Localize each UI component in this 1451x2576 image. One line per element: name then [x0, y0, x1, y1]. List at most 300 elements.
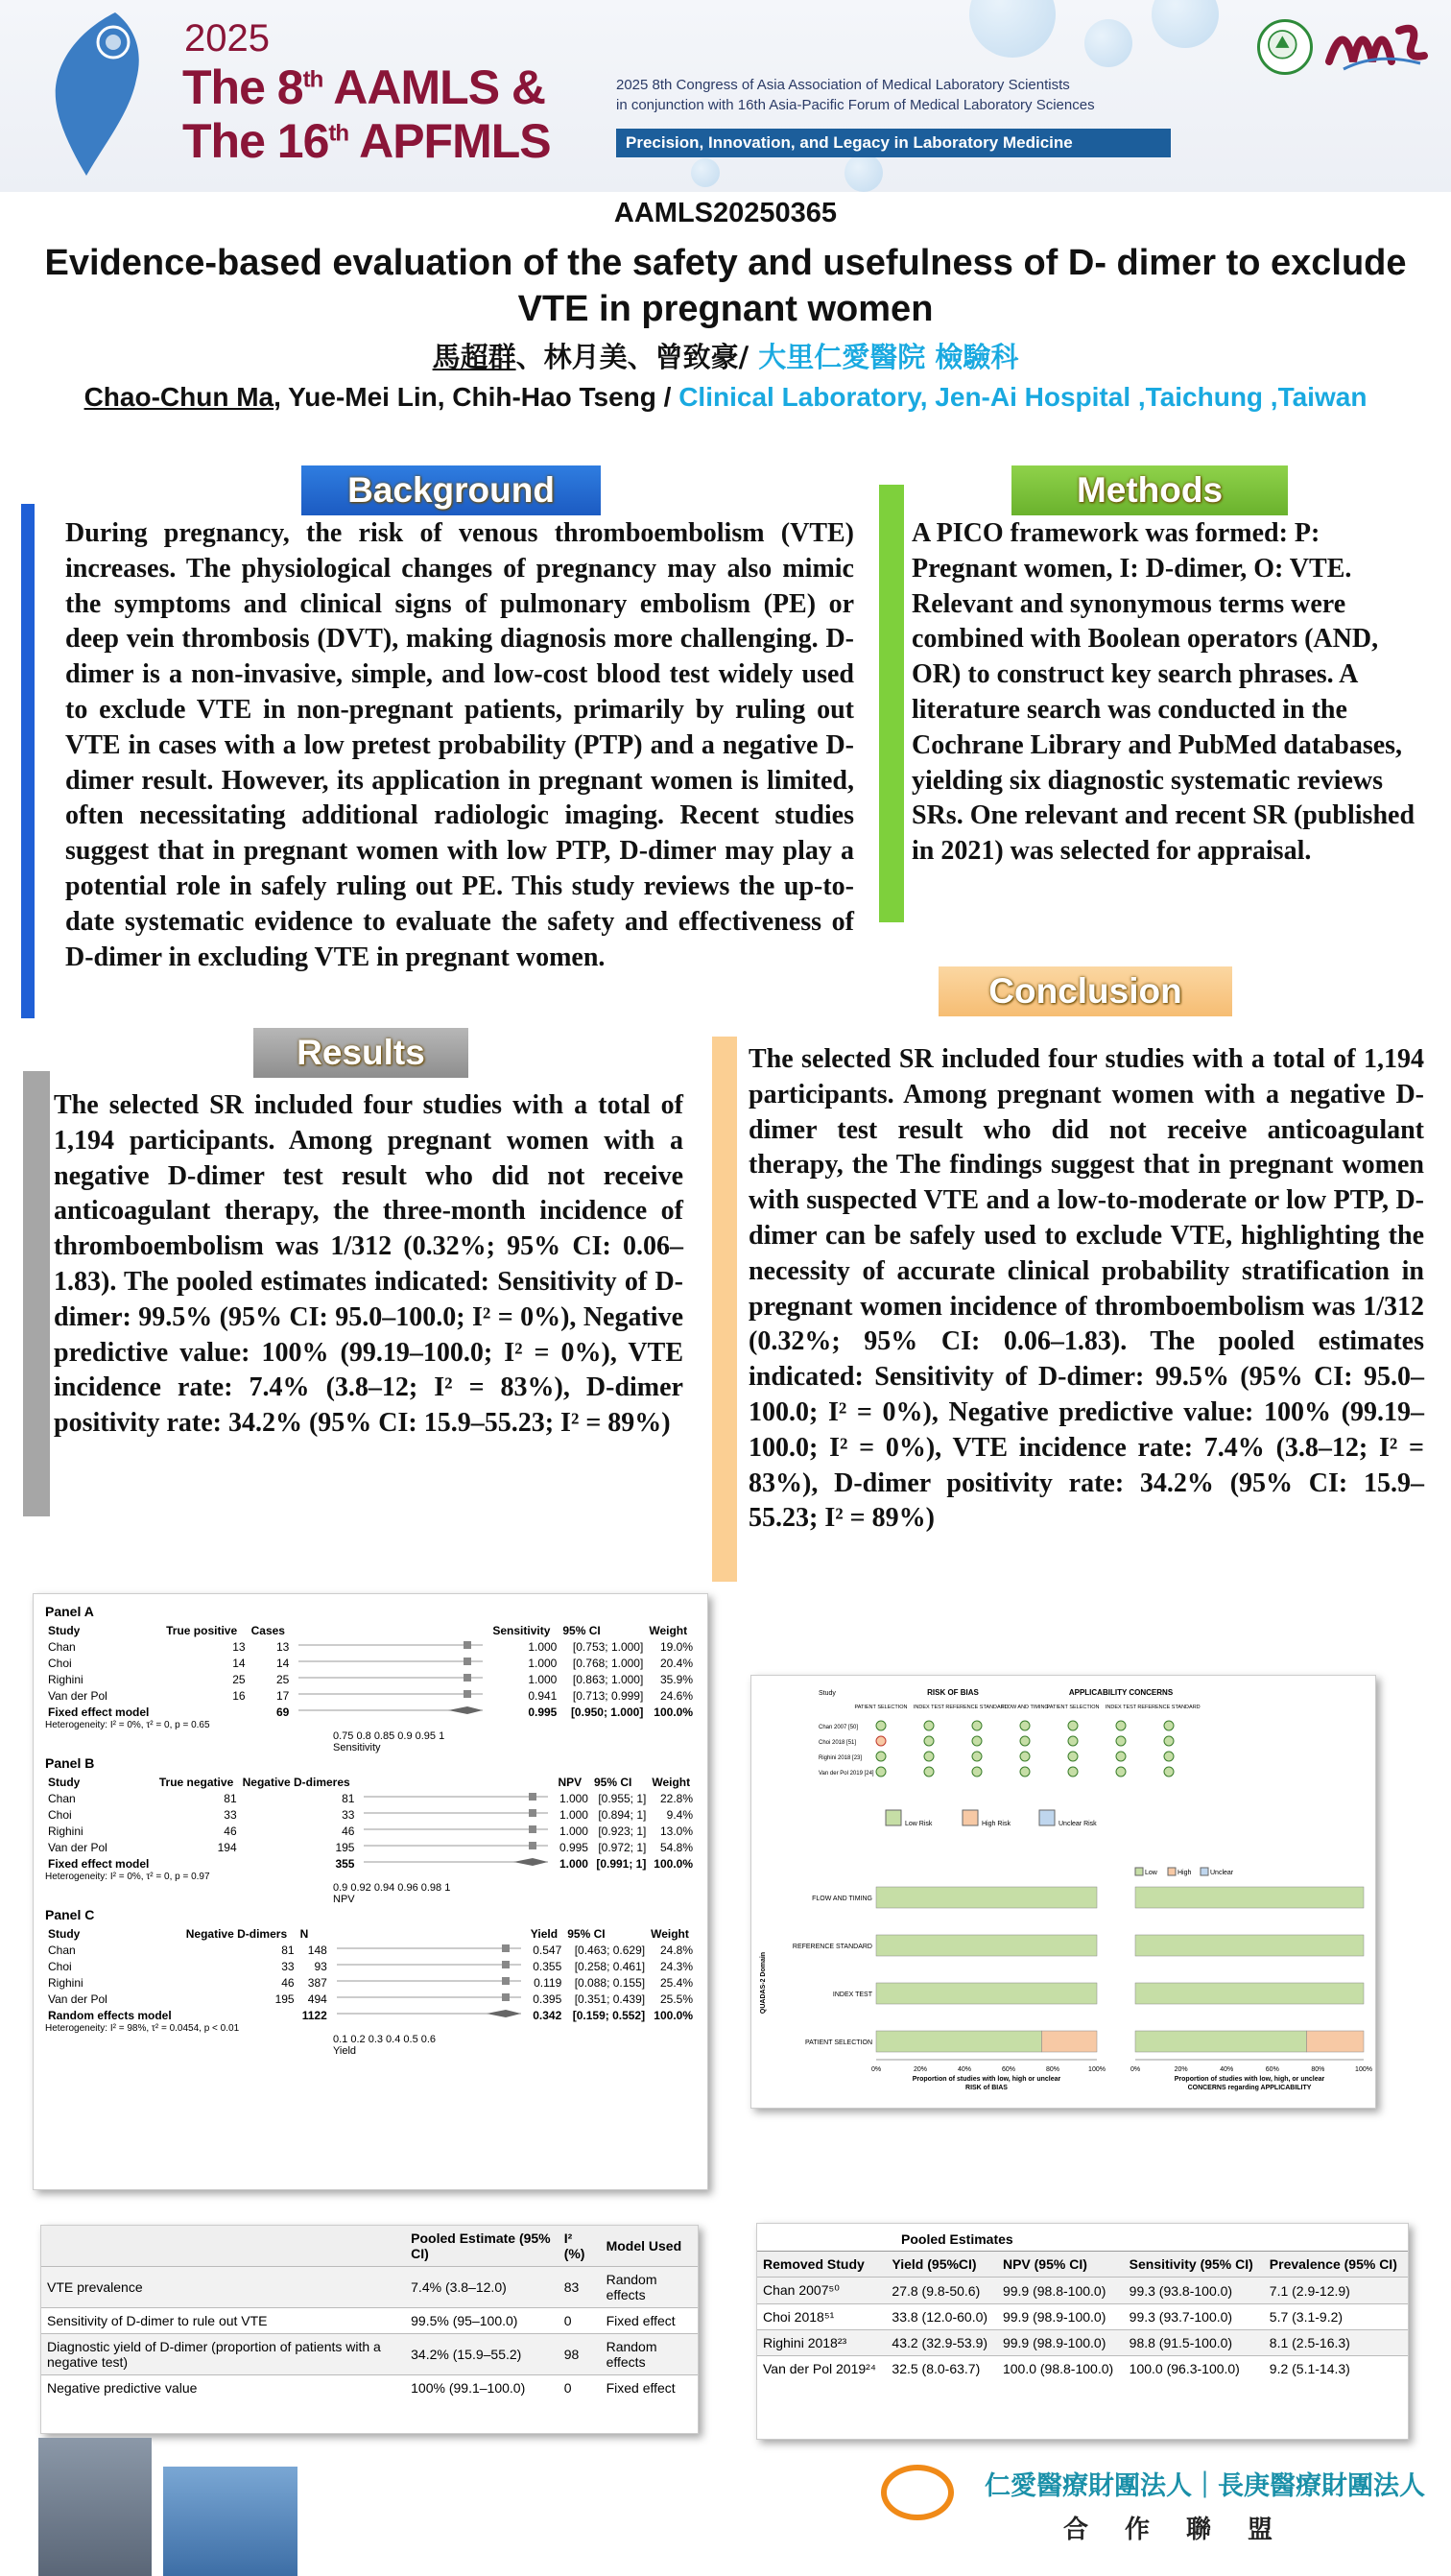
forest-cell: [0.991; 1] — [596, 1856, 647, 1871]
forest-cell: 46 — [224, 1824, 237, 1838]
table-cell: 98 — [559, 2334, 601, 2375]
legend-swatch — [963, 1810, 978, 1825]
forest-cell: 0.355 — [533, 1959, 562, 1973]
table-cell: Van der Pol 2019²⁴ — [757, 2356, 886, 2382]
forest-cell: 13 — [232, 1639, 246, 1654]
domain-label: INDEX TEST — [832, 1992, 872, 1998]
y-axis-title: QUADAS-2 Domain — [760, 1951, 767, 2015]
risk-mark-low — [1068, 1752, 1078, 1761]
forest-study-row — [45, 1974, 696, 1991]
legend-label: Low Risk — [905, 1821, 933, 1827]
x-axis-title: Proportion of studies with low, high, or unclear — [1174, 2076, 1325, 2083]
forest-plot-cell — [292, 1671, 489, 1687]
forest-plot-row-svg — [295, 1656, 487, 1667]
table-cell: 98.8 (91.5-100.0) — [1124, 2330, 1264, 2356]
forest-cell: 0.941 — [528, 1688, 558, 1703]
forest-study-row — [45, 1991, 696, 2007]
table-row — [41, 2308, 698, 2334]
forest-table — [45, 1926, 696, 2023]
forest-cell: 35.9% — [659, 1672, 693, 1686]
table-cell: 5.7 (3.1-9.2) — [1264, 2304, 1408, 2330]
forest-cell: 1.000 — [528, 1656, 558, 1670]
forest-plot-row-svg — [360, 1824, 552, 1835]
forest-header-cell: Yield — [530, 1927, 559, 1941]
forest-plot-cell — [357, 1855, 555, 1872]
forest-cell — [163, 1704, 248, 1720]
risk-mark-low — [1020, 1721, 1030, 1730]
forest-plot-cell — [330, 2007, 528, 2023]
forest-heterogeneity: Heterogeneity: I² = 0%, τ² = 0, p = 0.97 — [45, 1872, 210, 1882]
quadas-risk-of-bias-figure — [750, 1675, 1376, 2109]
table-row — [41, 2267, 698, 2308]
forest-plot-row-svg — [360, 1807, 552, 1819]
forest-header-cell: 95% CI — [567, 1927, 606, 1941]
bar-legend-swatch — [1168, 1868, 1176, 1875]
forest-plot-row-svg — [295, 1672, 487, 1683]
forest-cell: 25.4% — [659, 1975, 693, 1990]
forest-study-row — [45, 1942, 696, 1958]
risk-mark-low — [876, 1767, 886, 1777]
forest-cell: 100.0% — [654, 2008, 693, 2022]
forest-axis-ticks: 0.9 0.92 0.94 0.96 0.98 1 — [333, 1882, 451, 1894]
forest-cell: 20.4% — [659, 1656, 693, 1670]
domain-column-header: INDEX TEST — [1105, 1705, 1137, 1710]
forest-plot-cell — [330, 1991, 528, 2007]
forest-cell: 46 — [281, 1975, 295, 1990]
summary-diamond — [448, 1706, 483, 1714]
domain-column-header: PATIENT SELECTION — [1046, 1705, 1100, 1710]
forest-cell: [0.894; 1] — [598, 1807, 647, 1822]
footer-alliance: 合作聯盟 — [1063, 2516, 1310, 2544]
forest-cell: [0.863; 1.000] — [572, 1672, 644, 1686]
forest-plot-row-svg — [333, 2008, 525, 2019]
table-cell: 0 — [559, 2308, 601, 2334]
forest-header-cell: Weight — [652, 1776, 691, 1789]
risk-mark-low — [924, 1767, 934, 1777]
forest-plot-cell — [357, 1839, 555, 1855]
forest-plot-figure — [33, 1593, 708, 2190]
table-cell: Sensitivity of D-dimer to rule out VTE — [41, 2308, 405, 2334]
sensitivity-analysis-table — [756, 2223, 1409, 2440]
forest-cell: 24.8% — [659, 1943, 693, 1957]
forest-axis-ticks: 0.1 0.2 0.3 0.4 0.5 0.6 — [333, 2034, 437, 2045]
table-cell: 99.9 (98.9-100.0) — [997, 2330, 1124, 2356]
legend-swatch — [1039, 1810, 1055, 1825]
forest-cell: [0.768; 1.000] — [572, 1656, 644, 1670]
x-tick-label: 100% — [1088, 2066, 1106, 2073]
table-cell: Choi 2018⁵¹ — [757, 2304, 886, 2330]
results-text: The selected SR included four studies with a total of 1,194 participants. Among pregnant women with a negative D-dimer test result who did not receive anticoagulant therapy, the three-month incidence of thromboembolism was 1/312 (0.32%; 95% CI: 0.06–1.83). The pooled estimates indicated: Sensitivity of D-dimer: 99.5% (95% CI: 95.0–100.0; I² = 0%), Negative predictive value: 100% (99.19–100.0; I² = 0%), VTE incidence rate: 7.4% (3.8–12; I² = 83%), D-dimer positivity rate: 34.2% (95% CI: 15.9–55.23; I² = 89%) — [54, 1090, 683, 1439]
forest-cell: 9.4% — [666, 1807, 693, 1822]
forest-plot-cell — [330, 1974, 528, 1991]
table-cell: 34.2% (15.9–55.2) — [405, 2334, 559, 2375]
bar-low — [1135, 2031, 1307, 2052]
study-square — [529, 1842, 536, 1849]
forest-cell: 81 — [342, 1791, 355, 1805]
legend-label: High Risk — [982, 1821, 1011, 1827]
conclusion-text: The selected SR included four studies with a total of 1,194 participants. Among pregnant women with a negative D-dimer test result who did not receive anticoagulant therapy, the The findings suggest that in pregnant women with suspected VTE and a low-to-moderate or low PTP, D-dimer can be safely used to exclude VTE, highlighting the necessity of accurate clinical probability stratification in pregnant women incidence of thromboembolism was 1/312 (0.32%; 95% CI: 0.06–1.83). The pooled estimates indicated: Sensitivity of D-dimer: 99.5% (95% CI: 95.0–100.0; I² = 0%), Negative predictive value: 100% (99.19–100.0; I² = 0%), VTE incidence rate: 7.4% (3.8–12; I² = 83%), D-dimer positivity rate: 34.2% (95% CI: 15.9–55.23; I² = 89%) — [749, 1044, 1424, 1534]
pooled-estimates-table — [40, 2225, 699, 2434]
risk-mark-low — [924, 1752, 934, 1761]
forest-cell: Van der Pol — [48, 1688, 107, 1703]
table-cell: 27.8 (9.8-50.6) — [886, 2278, 997, 2304]
forest-cell: 1.000 — [528, 1639, 558, 1654]
decorative-bubble — [969, 0, 1056, 58]
forest-cell: [0.923; 1] — [598, 1824, 647, 1838]
bar-legend-swatch — [1135, 1868, 1143, 1875]
forest-header-cell: True positive — [166, 1624, 238, 1637]
applicability-header: APPLICABILITY CONCERNS — [1068, 1688, 1174, 1697]
forest-cell: 0.995 — [528, 1705, 558, 1719]
table-cell: Righini 2018²³ — [757, 2330, 886, 2356]
pooled-table — [41, 2226, 698, 2400]
removed-study-table — [757, 2252, 1408, 2381]
bar-low — [876, 1983, 1097, 2004]
methods-accent-bar — [879, 485, 904, 922]
taiwan-map-icon — [29, 8, 163, 180]
forest-cell: [0.972; 1] — [598, 1840, 647, 1854]
risk-mark-low — [1116, 1767, 1126, 1777]
forest-header-cell: NPV — [558, 1776, 583, 1789]
forest-plot-row-svg — [333, 1992, 525, 2003]
study-square — [464, 1674, 471, 1682]
x-tick-label: 100% — [1355, 2066, 1372, 2073]
authors-english: Chao-Chun Ma, Yue-Mei Lin, Chih-Hao Tseng / Clinical Laboratory, Jen-Ai Hospital ,Taichung ,Taiwan — [83, 382, 1368, 412]
forest-cell: [0.258; 0.461] — [574, 1959, 646, 1973]
forest-cell: Chan — [48, 1791, 76, 1805]
forest-cell: 1.000 — [559, 1824, 588, 1838]
table-header-cell: Yield (95%CI) — [886, 2252, 997, 2278]
table-cell: 100.0 (96.3-100.0) — [1124, 2356, 1264, 2382]
study-row-label: Choi 2018 [51] — [819, 1740, 857, 1746]
forest-header-cell: Sensitivity — [492, 1624, 551, 1637]
table-row — [757, 2304, 1408, 2330]
forest-cell: 148 — [307, 1943, 327, 1957]
risk-mark-low — [1116, 1752, 1126, 1761]
study-square — [502, 1944, 510, 1952]
table-cell: 100% (99.1–100.0) — [405, 2375, 559, 2401]
forest-cell: 33 — [224, 1807, 237, 1822]
bar-legend-swatch — [1201, 1868, 1208, 1875]
forest-study-row — [45, 1687, 696, 1704]
table-header-cell: Removed Study — [757, 2252, 886, 2278]
forest-cell: 387 — [307, 1975, 327, 1990]
pooled-estimates-group-header: Pooled Estimates — [757, 2224, 1408, 2252]
study-square — [529, 1793, 536, 1801]
risk-mark-low — [1116, 1721, 1126, 1730]
forest-header-cell: Negative D-dimeres — [242, 1776, 350, 1789]
forest-plot-row-svg — [333, 1959, 525, 1970]
table-cell: 83 — [559, 2267, 601, 2308]
forest-cell: [0.713; 0.999] — [572, 1688, 644, 1703]
forest-axis-label: Sensitivity — [333, 1742, 381, 1753]
forest-cell: Van der Pol — [48, 1992, 107, 2006]
table-cell: 7.1 (2.9-12.9) — [1264, 2278, 1408, 2304]
forest-cell: [0.950; 1.000] — [570, 1705, 644, 1719]
forest-study-row — [45, 1655, 696, 1671]
forest-cell: 13.0% — [659, 1824, 693, 1838]
decorative-bubble — [691, 158, 720, 187]
forest-cell: 81 — [224, 1791, 237, 1805]
forest-cell: Random effects model — [48, 2008, 172, 2022]
forest-study-row — [45, 1790, 696, 1806]
risk-mark-low — [1068, 1736, 1078, 1746]
forest-header-cell: True negative — [158, 1776, 234, 1789]
table-cell: 99.9 (98.8-100.0) — [997, 2278, 1124, 2304]
results-heading: Results — [253, 1028, 468, 1078]
table-header-row — [757, 2252, 1408, 2278]
risk-mark-low — [1068, 1767, 1078, 1777]
forest-plot-cell — [357, 1790, 555, 1806]
table-row — [757, 2278, 1408, 2304]
forest-cell: [0.351; 0.439] — [574, 1992, 646, 2006]
forest-plot-cell — [357, 1823, 555, 1839]
risk-mark-low — [924, 1721, 934, 1730]
study-column-header: Study — [819, 1690, 836, 1697]
forest-study-row — [45, 1958, 696, 1974]
forest-cell: 195 — [274, 1992, 295, 2006]
forest-cell: [0.955; 1] — [598, 1791, 647, 1805]
x-tick-label: 0% — [870, 2066, 882, 2073]
banner-line-2: The 16th APFMLS — [182, 114, 551, 168]
table-header-row — [41, 2226, 698, 2267]
table-cell: Diagnostic yield of D-dimer (proportion of patients with a negative test) — [41, 2334, 405, 2375]
forest-cell: 81 — [281, 1943, 295, 1957]
methods-heading: Methods — [1011, 465, 1288, 515]
quadas-chart — [751, 1676, 1376, 2109]
forest-cell: Chan — [48, 1639, 76, 1654]
forest-cell: Fixed effect model — [48, 1856, 150, 1871]
forest-cell: 19.0% — [659, 1639, 693, 1654]
forest-panel-title: Panel C — [45, 1907, 95, 1922]
decorative-bubble — [1084, 19, 1132, 67]
study-square — [529, 1809, 536, 1817]
forest-plot-row-svg — [333, 1975, 525, 1987]
forest-plot-cell — [330, 1958, 528, 1974]
hospital-building-photo — [38, 2438, 152, 2576]
forest-cell: Chan — [48, 1943, 76, 1957]
forest-cell: Righini — [48, 1672, 83, 1686]
forest-cell: 0.119 — [534, 1975, 562, 1990]
x-tick-label: 20% — [913, 2066, 928, 2073]
forest-cell: [0.753; 1.000] — [572, 1639, 644, 1654]
domain-column-header: INDEX TEST — [913, 1705, 945, 1710]
risk-mark-low — [972, 1767, 982, 1777]
risk-of-bias-header: RISK OF BIAS — [927, 1688, 979, 1697]
table-cell: 9.2 (5.1-14.3) — [1264, 2356, 1408, 2382]
study-row-label: Chan 2007 [50] — [819, 1725, 859, 1730]
forest-plot-row-svg — [295, 1688, 487, 1700]
domain-label: FLOW AND TIMING — [812, 1896, 872, 1902]
domain-label: PATIENT SELECTION — [804, 2039, 872, 2046]
study-square — [464, 1690, 471, 1698]
footer-organizations: 仁愛醫療財團法人｜長庚醫療財團法人 — [985, 2471, 1425, 2501]
background-heading: Background — [301, 465, 601, 515]
forest-axis-label: NPV — [333, 1894, 355, 1905]
forest-cell: 54.8% — [659, 1840, 693, 1854]
forest-cell: [0.463; 0.629] — [574, 1943, 646, 1957]
risk-mark-low — [876, 1752, 886, 1761]
forest-cell: 195 — [335, 1840, 355, 1854]
forest-study-row — [45, 1638, 696, 1655]
forest-cell: Righini — [48, 1975, 83, 1990]
forest-header-cell: Study — [48, 1776, 81, 1789]
table-cell: 32.5 (8.0-63.7) — [886, 2356, 997, 2382]
decorative-bubble — [1152, 0, 1219, 48]
bar-high — [1307, 2031, 1365, 2052]
forest-heterogeneity: Heterogeneity: I² = 0%, τ² = 0, p = 0.65 — [45, 1720, 210, 1730]
table-cell: Fixed effect — [601, 2308, 698, 2334]
forest-study-row — [45, 1823, 696, 1839]
forest-table — [45, 1775, 696, 1872]
table-row — [757, 2330, 1408, 2356]
study-square — [502, 1961, 510, 1968]
forest-cell: 24.6% — [659, 1688, 693, 1703]
summary-diamond — [513, 1858, 548, 1866]
domain-column-header: REFERENCE STANDARD — [1137, 1705, 1201, 1710]
decorative-bubble — [844, 154, 883, 192]
x-axis-title-2: CONCERNS regarding APPLICABILITY — [1187, 2085, 1312, 2091]
forest-plot-row-svg — [333, 1943, 525, 1954]
banner-subtitle-1: 2025 8th Congress of Asia Association of Medical Laboratory Scientists — [616, 77, 1070, 93]
forest-header-cell: 95% CI — [593, 1776, 632, 1789]
forest-header-cell: 95% CI — [562, 1624, 601, 1637]
table-row — [41, 2334, 698, 2375]
forest-cell: 100.0% — [654, 1856, 693, 1871]
risk-mark-low — [876, 1721, 886, 1730]
x-tick-label: 80% — [1045, 2066, 1060, 2073]
forest-axis-label: Yield — [333, 2045, 357, 2057]
banner-line-1: The 8th AAMLS & — [182, 60, 546, 114]
conclusion-accent-bar — [712, 1037, 737, 1582]
forest-cell: 1.000 — [559, 1856, 588, 1871]
background-accent-bar — [21, 504, 35, 1018]
results-accent-bar — [23, 1071, 50, 1516]
forest-header-cell: Study — [48, 1927, 81, 1941]
authors-chinese: 馬超群、林月美、曾致豪/ 大里仁愛醫院 檢驗科 — [432, 341, 1019, 373]
table-cell: Negative predictive value — [41, 2375, 405, 2401]
forest-cell: 14 — [232, 1656, 246, 1670]
forest-cell: Van der Pol — [48, 1840, 107, 1854]
forest-cell: [0.159; 0.552] — [572, 2008, 646, 2022]
risk-mark-low — [1164, 1752, 1174, 1761]
forest-header-cell: Weight — [651, 1927, 689, 1941]
table-cell: Chan 2007⁵⁰ — [757, 2278, 886, 2304]
forest-plot-cell — [292, 1687, 489, 1704]
x-tick-label: 20% — [1174, 2066, 1188, 2073]
forest-cell: 0.342 — [533, 2008, 562, 2022]
risk-mark-low — [1020, 1767, 1030, 1777]
forest-study-row — [45, 1839, 696, 1855]
forest-model-row — [45, 2007, 696, 2023]
forest-plot-row-svg — [295, 1639, 487, 1651]
domain-column-header: FLOW AND TIMING — [1001, 1705, 1049, 1710]
forest-cell: 33 — [342, 1807, 355, 1822]
risk-mark-low — [1068, 1721, 1078, 1730]
forest-model-row — [45, 1855, 696, 1872]
table-header-cell: Pooled Estimate (95% CI) — [405, 2226, 559, 2267]
forest-plot-row-svg — [360, 1791, 552, 1802]
x-tick-label: 40% — [1220, 2066, 1234, 2073]
forest-cell: 46 — [342, 1824, 355, 1838]
domain-column-header: PATIENT SELECTION — [854, 1705, 908, 1710]
study-square — [529, 1825, 536, 1833]
forest-heterogeneity: Heterogeneity: I² = 98%, τ² = 0.0454, p < 0.01 — [45, 2023, 240, 2034]
summary-diamond — [487, 2010, 521, 2017]
study-row-label: Righini 2018 [23] — [819, 1755, 863, 1761]
risk-mark-low — [1164, 1767, 1174, 1777]
forest-cell: 17 — [275, 1688, 290, 1703]
study-square — [464, 1641, 471, 1649]
table-cell: Random effects — [601, 2334, 698, 2375]
forest-panel-title: Panel A — [45, 1604, 94, 1619]
x-tick-label: 80% — [1311, 2066, 1325, 2073]
risk-mark-high — [876, 1736, 886, 1746]
table-cell: VTE prevalence — [41, 2267, 405, 2308]
forest-plot-row-svg — [360, 1856, 552, 1868]
table-cell: Fixed effect — [601, 2375, 698, 2401]
table-cell: 99.9 (98.9-100.0) — [997, 2304, 1124, 2330]
banner-year: 2025 — [184, 17, 270, 60]
forest-cell: 24.3% — [659, 1959, 693, 1973]
x-tick-label: 60% — [1001, 2066, 1016, 2073]
forest-cell: 33 — [281, 1959, 295, 1973]
bar-legend-label: High — [1177, 1870, 1192, 1876]
legend-swatch — [886, 1810, 901, 1825]
forest-plot-cell — [292, 1655, 489, 1671]
forest-plot-header — [357, 1775, 555, 1790]
forest-cell: 69 — [275, 1705, 290, 1719]
forest-study-row — [45, 1671, 696, 1687]
bar-low — [876, 1887, 1097, 1908]
study-square — [464, 1658, 471, 1665]
forest-plot-cell — [292, 1704, 489, 1720]
table-header-cell — [41, 2226, 405, 2267]
forest-cell: 1.000 — [528, 1672, 558, 1686]
forest-plot-cell — [292, 1638, 489, 1655]
domain-column-header: REFERENCE STANDARD — [945, 1705, 1009, 1710]
methods-text: A PICO framework was formed: P: Pregnant women, I: D-dimer, O: VTE. Relevant and synonymous terms were combined with Boolean operators (AND, OR) to construct key search phrases. A literature search was conducted in the Cochrane Library and PubMed databases, yielding six diagnostic systematic reviews SRs. One relevant and recent SR (published in 2021) was selected for appraisal. — [912, 518, 1415, 867]
table-cell: 99.3 (93.8-100.0) — [1124, 2278, 1264, 2304]
forest-cell: 100.0% — [654, 1705, 693, 1719]
forest-cell: Choi — [48, 1656, 72, 1670]
bar-legend-label: Unclear — [1210, 1870, 1234, 1876]
forest-study-row — [45, 1806, 696, 1823]
table-header-cell: Prevalence (95% CI) — [1264, 2252, 1408, 2278]
forest-plot-cell — [330, 1942, 528, 1958]
table-cell: 43.2 (32.9-53.9) — [886, 2330, 997, 2356]
banner-tagline: Precision, Innovation, and Legacy in Laboratory Medicine — [616, 129, 1171, 157]
bar-low — [1135, 1887, 1364, 1908]
bar-low — [876, 2031, 1042, 2052]
x-axis-title-2: RISK of BIAS — [965, 2085, 1008, 2091]
forest-header-cell: Study — [48, 1624, 81, 1637]
table-row — [757, 2356, 1408, 2382]
forest-plot-cell — [357, 1806, 555, 1823]
risk-mark-low — [972, 1736, 982, 1746]
legend-label: Unclear Risk — [1059, 1821, 1097, 1827]
conclusion-heading: Conclusion — [939, 966, 1232, 1016]
forest-cell: [0.088; 0.155] — [574, 1975, 646, 1990]
forest-plot-header — [292, 1623, 489, 1638]
forest-cell: 194 — [217, 1840, 237, 1854]
risk-mark-low — [1116, 1736, 1126, 1746]
forest-table — [45, 1623, 696, 1720]
study-row-label: Van der Pol 2019 [24] — [819, 1771, 874, 1777]
table-cell: 33.8 (12.0-60.0) — [886, 2304, 997, 2330]
table-cell: 7.4% (3.8–12.0) — [405, 2267, 559, 2308]
forest-panel-title: Panel B — [45, 1755, 95, 1771]
